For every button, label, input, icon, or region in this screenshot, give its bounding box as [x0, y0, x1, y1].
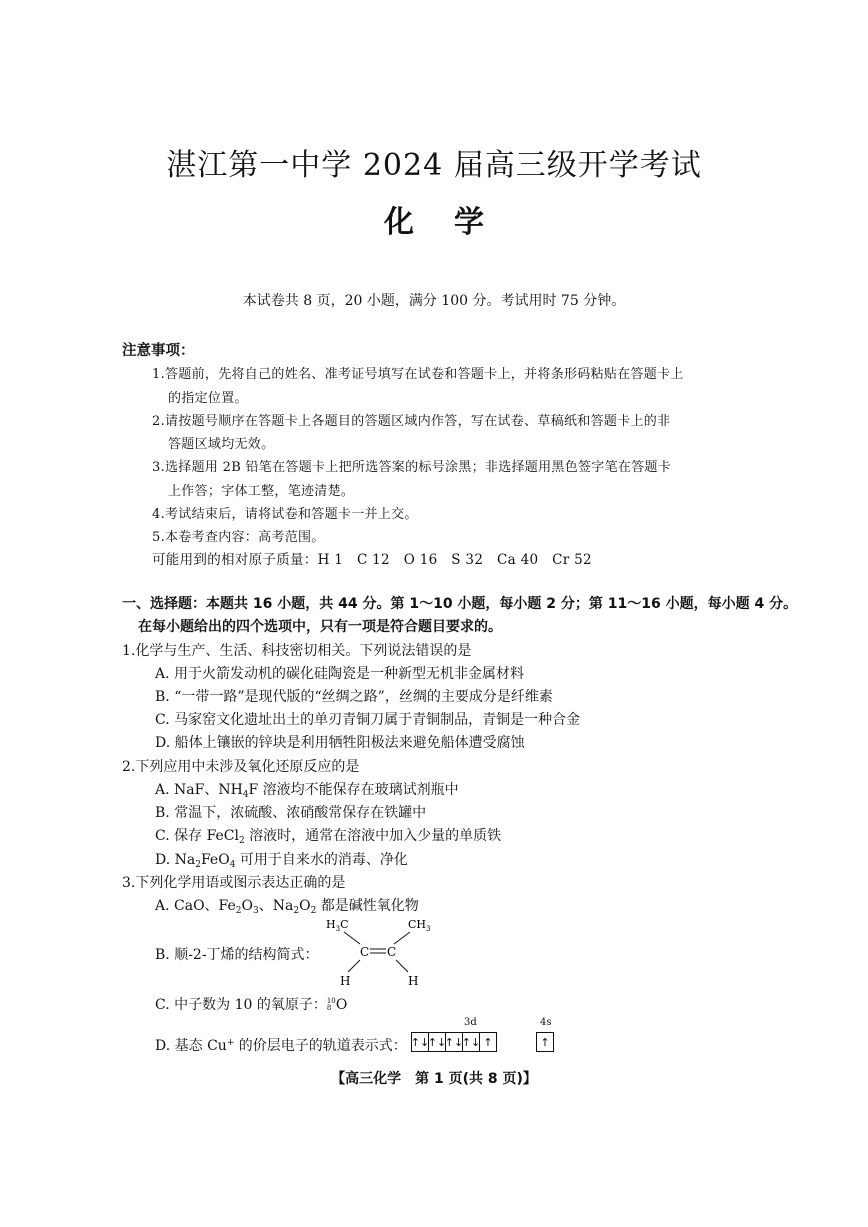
struct-top-left: $H_3C$	[326, 918, 349, 933]
struct-bottom-left: H	[340, 974, 351, 988]
q2-option-a: A. NaF、$NH_4F$ 溶液均不能保存在玻璃试剂瓶中	[155, 782, 459, 800]
orbital-4s-boxes	[537, 1032, 554, 1052]
orbital-box: ↑↓	[445, 1032, 463, 1052]
subject-title: 化学	[384, 205, 524, 240]
q2-option-c: C. 保存 FeCl$_2$ 溶液时，通常在溶液中加入少量的单质铁	[155, 828, 502, 846]
cis-2-butene-structure	[320, 912, 440, 992]
bond-tr	[394, 932, 410, 944]
q1-option-a: A. 用于火箭发动机的碳化硅陶瓷是一种新型无机非金属材料	[155, 666, 525, 682]
note-3-line1: 3.选择题用 2B 铅笔在答题卡上把所选答案的标号涂黑；非选择题用黑色签字笔在答题卡	[152, 460, 672, 475]
note-1-line2: 的指定位置。	[168, 391, 248, 406]
orbital-box: ↑	[536, 1032, 554, 1052]
page-footer: 【高三化学 第 1 页(共 8 页)】	[331, 1071, 537, 1087]
note-5: 5.本卷考查内容：高考范围。	[152, 530, 325, 545]
note-2-line2: 答题区域均无效。	[168, 437, 275, 452]
struct-c2: C	[387, 945, 397, 959]
orbital-4s-label: 4s	[540, 1017, 552, 1028]
struct-top-right: $CH_3$	[408, 918, 431, 933]
q1-option-b: B. “一带一路”是现代版的“丝绸之路”，丝绸的主要成分是纤维素	[155, 689, 553, 705]
q2-stem: 2.下列应用中未涉及氧化还原反应的是	[122, 759, 360, 775]
atomic-masses: 可能用到的相对原子质量：H 1 C 12 O 16 S 32 Ca 40 Cr 52	[152, 552, 592, 568]
section-heading: 一、选择题：本题共 16 小题，共 44 分。第 1～10 小题，每小题 2 分；第 11～16 小题，每小题 4 分。	[122, 596, 798, 612]
orbital-box: ↑	[479, 1032, 497, 1052]
bond-bl	[348, 960, 360, 972]
q1-stem: 1.化学与生产、生活、科技密切相关。下列说法错误的是	[122, 643, 472, 659]
q3-option-d: D. 基态 Cu+ 的价层电子的轨道表示式：	[155, 1038, 407, 1054]
exam-info: 本试卷共 8 页，20 小题，满分 100 分。考试用时 75 分钟。	[242, 293, 626, 309]
q3-option-b: B. 顺-2-丁烯的结构简式：	[155, 947, 319, 963]
notes-heading: 注意事项：	[122, 343, 195, 359]
orbital-box: ↑↓	[462, 1032, 480, 1052]
note-2-line1: 2.请按题号顺序在答题卡上各题目的答题区域内作答，写在试卷、草稿纸和答题卡上的非	[152, 414, 671, 429]
orbital-3d-label: 3d	[464, 1017, 477, 1028]
struct-bottom-right: H	[408, 974, 419, 988]
q3-option-a: A. CaO、$Fe_2O_3$、$Na_2O_2$ 都是碱性氧化物	[155, 898, 419, 916]
struct-c1: C	[360, 945, 370, 959]
bond-br	[396, 960, 408, 972]
q3-option-c: C. 中子数为 10 的氧原子： 10 8 O	[155, 997, 348, 1013]
nuclide-notation: 10 8	[326, 997, 336, 1012]
q3-stem: 3.下列化学用语或图示表达正确的是	[122, 875, 346, 891]
bond-tl	[344, 932, 360, 944]
note-4: 4.考试结束后，请将试卷和答题卡一并上交。	[152, 507, 418, 522]
orbital-box: ↑↓	[411, 1032, 429, 1052]
q1-option-d: D. 船体上镶嵌的锌块是利用牺牲阳极法来避免船体遭受腐蚀	[155, 735, 525, 751]
section-heading-line2: 在每小题给出的四个选项中，只有一项是符合题目要求的。	[138, 619, 502, 635]
exam-title: 湛江第一中学 2024 届高三级开学考试	[166, 148, 702, 183]
orbital-box: ↑↓	[428, 1032, 446, 1052]
q1-option-c: C. 马家窑文化遗址出土的单刃青铜刀属于青铜制品，青铜是一种合金	[155, 712, 581, 728]
q2-option-d: D. $Na_2FeO_4$ 可用于自来水的消毒、净化	[155, 852, 408, 870]
orbital-3d-boxes	[412, 1032, 497, 1052]
note-1-line1: 1.答题前，先将自己的姓名、准考证号填写在试卷和答题卡上，并将条形码粘贴在答题卡上	[152, 367, 684, 382]
note-3-line2: 上作答；字体工整，笔迹清楚。	[168, 484, 355, 499]
q2-option-b: B. 常温下，浓硫酸、浓硝酸常保存在铁罐中	[155, 805, 427, 821]
